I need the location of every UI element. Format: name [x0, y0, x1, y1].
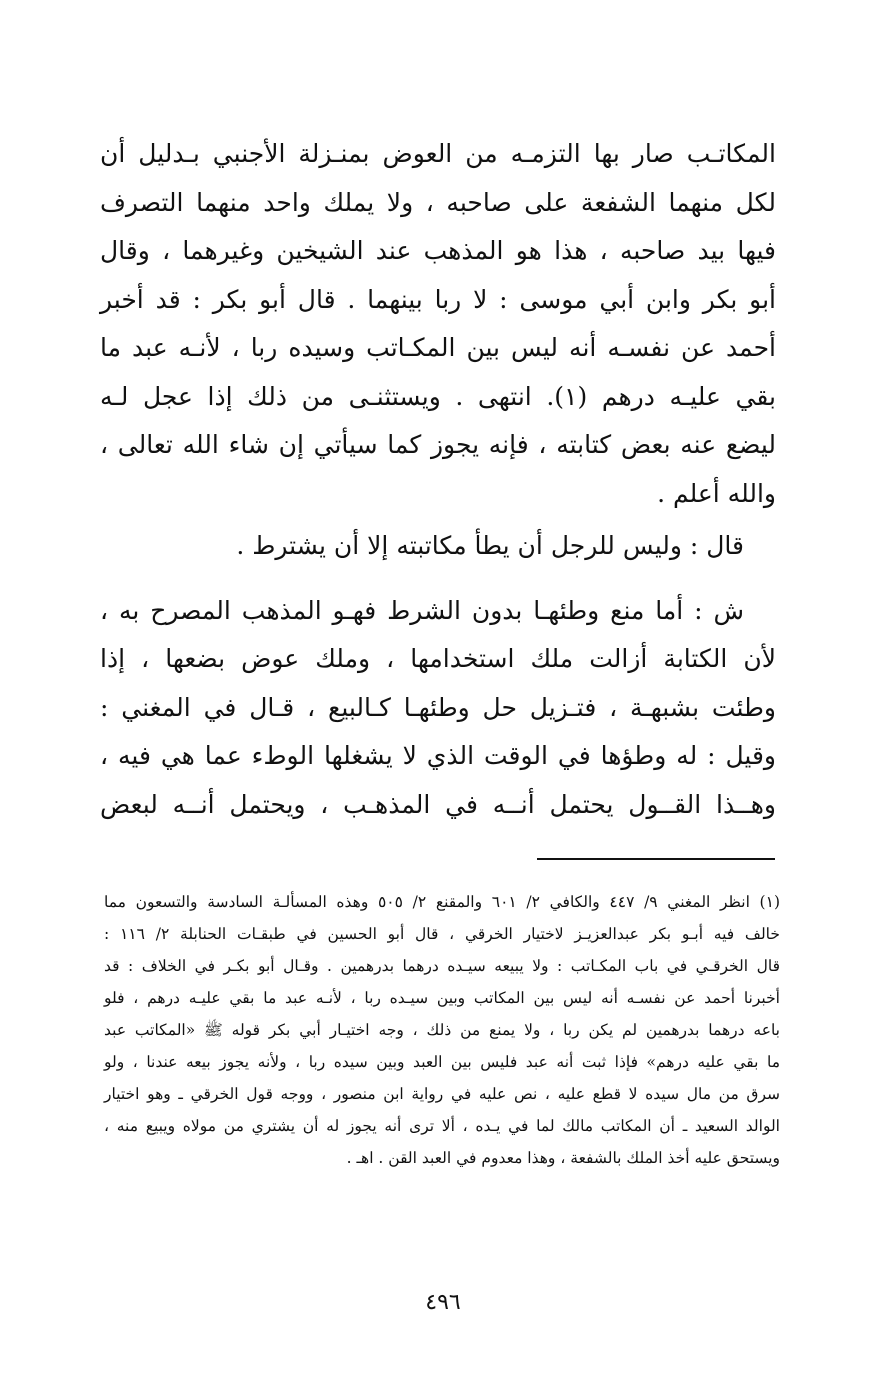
footnote-line: ما بقي عليه درهم» فإذا ثبت أنه عبد فليس بين العبد وبين سيده ربا ، ولأنه يجوز بيعه عندنا ، ولو	[104, 1053, 780, 1071]
footnote-line: سرق من مال سيده لا قطع عليه ، نص عليه في رواية ابن منصور ، ووجه قول الخرقي ـ وهو اختيار	[104, 1085, 780, 1103]
text-line: وقيل : له وطؤها في الوقت الذي لا يشغلها الوطء عما هي فيه ،	[100, 741, 776, 770]
text-line: لأن الكتابة أزالت ملك استخدامها ، وملك عوض بضعها ، إذا	[100, 644, 776, 673]
text-line: المكاتـب صار بها التزمـه من العوض بمنـزلة الأجنبي بـدليل أن	[100, 139, 776, 168]
text-line: وهــذا القــول يحتمل أنــه في المذهـب ، ويحتمل أنــه لبعض	[100, 789, 776, 819]
text-line: أبو بكر وابن أبي موسى : لا ربا بينهما . قال أبو بكر : قد أخبر	[100, 284, 776, 314]
text-line: أحمد عن نفسـه أنه ليس بين المكـاتب وسيده ربا ، لأنـه عبد ما	[100, 333, 776, 362]
text-line: وطئت بشبهـة ، فتـزيل حل وطئهـا كـالبيع ، قـال في المغني :	[100, 692, 776, 722]
section-heading	[100, 522, 776, 571]
text-line: لكل منهما الشفعة على صاحبه ، ولا يملك واحد منهما التصرف	[100, 187, 776, 217]
footnote-line: خالف فيه أبـو بكر عبدالعزيـز لاختيار الخرقي ، قال أبو الحسين في طبقـات الحنابلة ٢/ ١١٦ :	[104, 925, 780, 943]
footnote-line: أخبرنا أحمد عن نفسـه أنه ليس بين المكاتب وبين سيـده ربا ، لأنـه عبد ما بقي عليـه درهم ، فلو	[104, 989, 780, 1007]
text-line: فيها بيد صاحبه ، هذا هو المذهب عند الشيخين وغيرهما ، وقال	[100, 236, 776, 265]
text-line: بقي عليـه درهم (١). انتهى . ويستثنـى من ذلك إذا عجل لـه	[100, 381, 776, 411]
footnote-line: (١) انظر المغني ٩/ ٤٤٧ والكافي ٢/ ٦٠١ والمقنع ٢/ ٥٠٥ وهذه المسألـة السادسة والتسعون مما	[104, 893, 780, 911]
main-text	[100, 130, 776, 829]
footnote-line: الوالد السعيد ـ أن المكاتب مالك لما في يـده ، ألا ترى أنه يجوز له أن يشتري من مولاه ويبيع منه ،	[104, 1117, 780, 1135]
footnote-divider	[537, 858, 775, 860]
footnote	[104, 886, 780, 1174]
page-number: ٤٩٦	[425, 1290, 461, 1315]
footnote-line: ويستحق عليه أخذ الملك بالشفعة ، وهذا معدوم في العبد القن . اهـ .	[346, 1149, 780, 1167]
text-line: ليضع عنه بعض كتابته ، فإنه يجوز كما سيأتي إن شاء الله تعالى ،	[100, 430, 776, 459]
paragraph-1	[100, 130, 776, 518]
paragraph-2	[100, 587, 776, 830]
footnote-line: قال الخرقـي في باب المكـاتب : ولا يبيعه سيـده درهما بدرهمين . وقـال أبو بكـر في الخلاف : قد	[104, 957, 780, 975]
text-line: والله أعلم .	[657, 478, 776, 508]
heading-text: قال : وليس للرجل أن يطأ مكاتبته إلا أن يشترط .	[236, 531, 744, 560]
text-line: ش : أما منع وطئهـا بدون الشرط فهـو المذهب المصرح به ،	[100, 595, 744, 625]
footnote-line: باعه درهما بدرهمين لم يكن ربا ، ولا يمنع من ذلك ، وجه اختيـار أبي بكر قوله ﷺ «المكاتب عبد	[104, 1021, 780, 1039]
